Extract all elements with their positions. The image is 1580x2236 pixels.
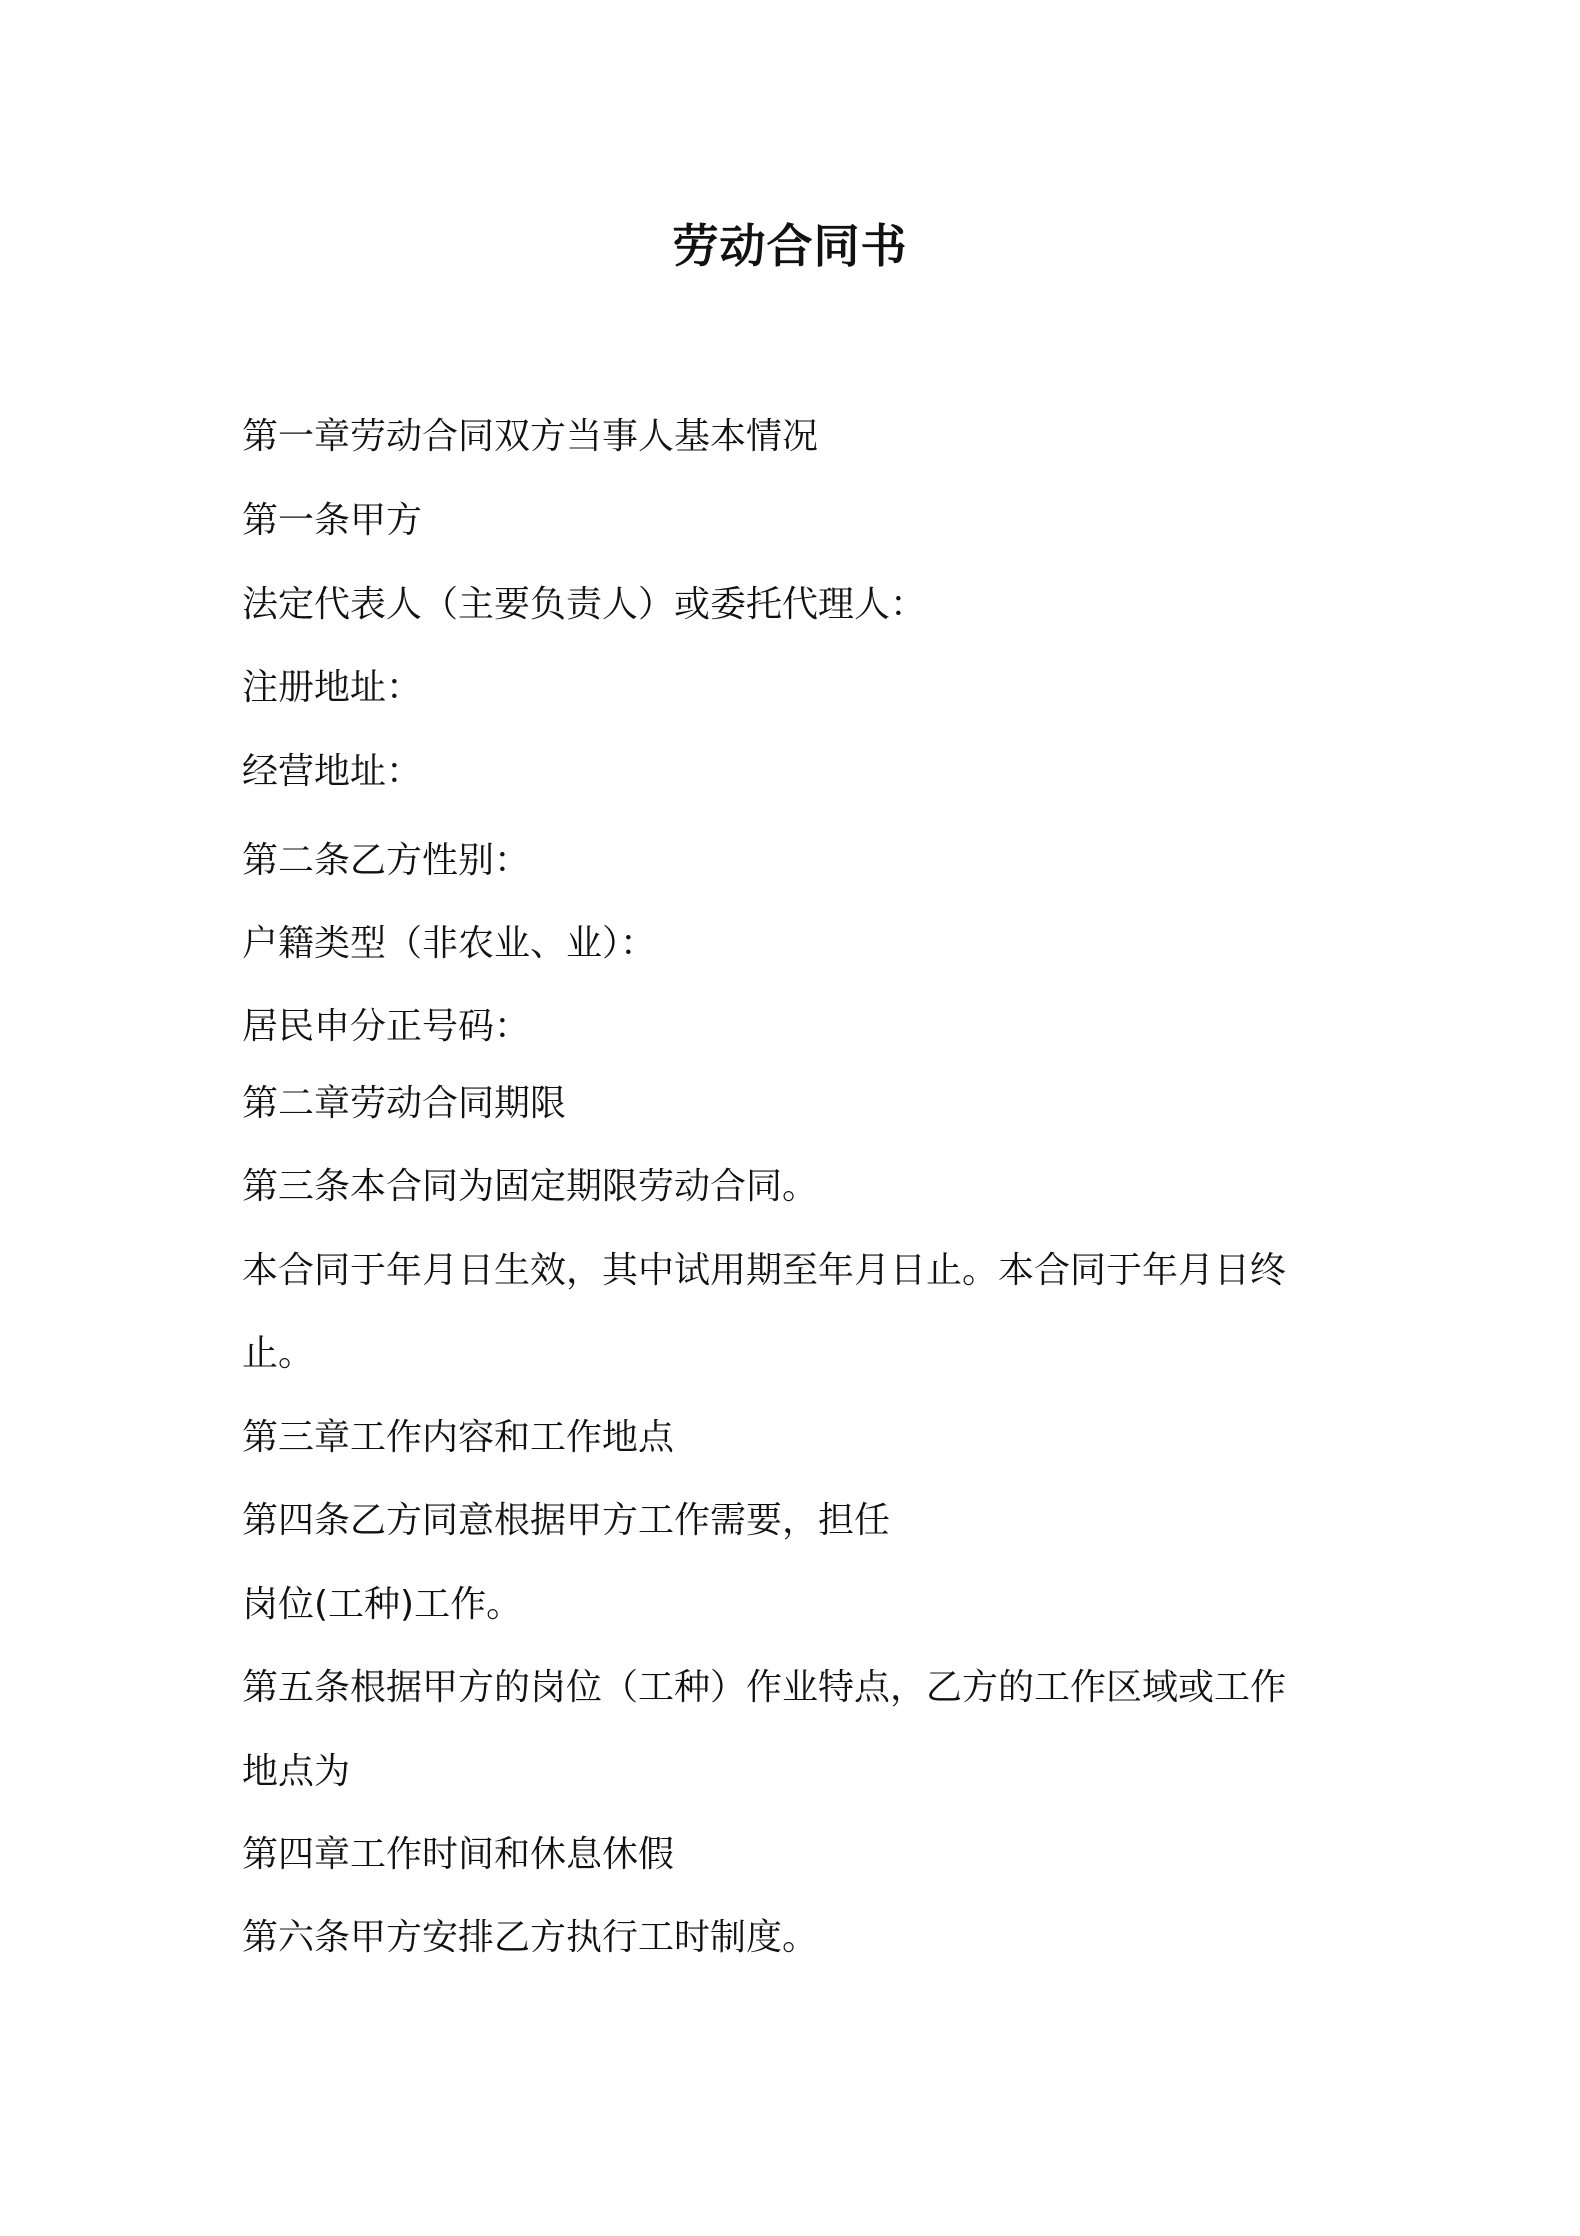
chapter-3-heading: 第三章工作内容和工作地点 bbox=[242, 1417, 675, 1458]
registered-address-field: 注册地址： bbox=[242, 667, 423, 708]
article-5-text-continued: 地点为 bbox=[242, 1751, 351, 1792]
chapter-1-heading: 第一章劳动合同双方当事人基本情况 bbox=[242, 416, 819, 457]
article-2-gender-field: 第二条乙方性别： bbox=[242, 840, 531, 881]
article-6-text: 第六条甲方安排乙方执行工时制度。 bbox=[242, 1917, 819, 1958]
business-address-field: 经营地址： bbox=[242, 751, 423, 792]
contract-term-text-continued: 止。 bbox=[242, 1333, 315, 1374]
article-1-text: 第一条甲方 bbox=[242, 500, 423, 541]
id-number-field: 居民申分正号码： bbox=[242, 1006, 531, 1047]
article-5-text: 第五条根据甲方的岗位（工种）作业特点，乙方的工作区域或工作 bbox=[242, 1667, 1287, 1708]
legal-representative-field: 法定代表人（主要负责人）或委托代理人： bbox=[242, 584, 927, 625]
chapter-4-heading: 第四章工作时间和休息休假 bbox=[242, 1834, 675, 1875]
article-4-text-continued: 岗位(工种)工作。 bbox=[242, 1584, 523, 1625]
contract-term-text: 本合同于年月日生效，其中试用期至年月日止。本合同于年月日终 bbox=[242, 1250, 1287, 1291]
document-title: 劳动合同书 bbox=[672, 219, 908, 273]
household-type-field: 户籍类型（非农业、业）： bbox=[242, 923, 657, 964]
article-4-text: 第四条乙方同意根据甲方工作需要，担任 bbox=[242, 1500, 891, 1541]
chapter-2-heading: 第二章劳动合同期限 bbox=[242, 1083, 567, 1124]
article-3-text: 第三条本合同为固定期限劳动合同。 bbox=[242, 1166, 819, 1207]
